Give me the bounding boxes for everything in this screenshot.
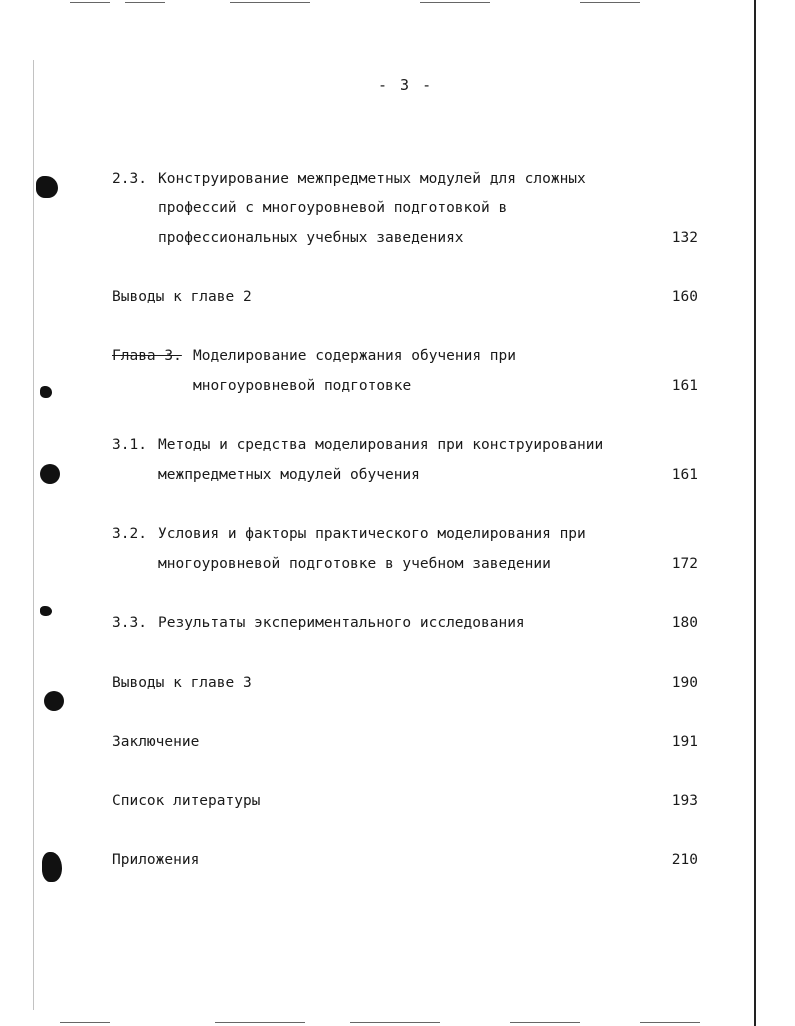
toc-entry-page: 191 <box>671 734 698 750</box>
toc-entry-page: 193 <box>671 793 698 809</box>
toc-entry-title: Список литературы <box>112 793 261 809</box>
toc-entry-title: многоуровневой подготовке в учебном заведении <box>158 556 551 572</box>
toc-entry-page: 132 <box>671 230 698 246</box>
binding-hole-mark <box>40 606 52 616</box>
toc-entry-number: Глава 3. <box>112 348 182 364</box>
bottom-scan-line <box>350 1022 440 1023</box>
bottom-scan-line <box>510 1022 580 1023</box>
toc-entry-number: 3.2. <box>112 526 147 542</box>
toc-entry-page: 190 <box>671 675 698 691</box>
toc-entry-page: 210 <box>671 852 698 868</box>
toc-entry-page: 161 <box>671 467 698 483</box>
page-left-edge <box>33 60 34 1010</box>
binding-hole-mark <box>42 852 62 882</box>
bottom-scan-line <box>60 1022 110 1023</box>
toc-entry-title: Моделирование содержания обучения при <box>193 348 517 364</box>
binding-hole <box>40 464 60 484</box>
toc-entry-title: профессиональных учебных заведениях <box>158 230 464 246</box>
top-scan-line <box>125 2 165 3</box>
bottom-scan-line <box>640 1022 700 1023</box>
binding-hole-mark <box>36 176 58 198</box>
toc-entry-number: 2.3. <box>112 171 147 187</box>
toc-entry-title: многоуровневой подготовке <box>193 378 412 394</box>
toc-entry-page: 172 <box>671 556 698 572</box>
top-scan-line <box>70 2 110 3</box>
toc-entry-title: Условия и факторы практического моделирования при <box>158 526 586 542</box>
page-number: - 3 - <box>378 76 434 94</box>
bottom-scan-line <box>215 1022 305 1023</box>
toc-entry-title: Результаты экспериментального исследования <box>158 615 525 631</box>
toc-entry-title: профессий с многоуровневой подготовкой в <box>158 200 508 216</box>
binding-hole <box>44 691 64 711</box>
toc-entry-title: Методы и средства моделирования при конструировании <box>158 437 604 453</box>
toc-entry-title: Конструирование межпредметных модулей для сложных <box>158 171 586 187</box>
top-scan-line <box>580 2 640 3</box>
toc-entry-title: Заключение <box>112 734 200 750</box>
toc-entry-title: Приложения <box>112 852 200 868</box>
toc-entry-page: 180 <box>671 615 698 631</box>
toc-entry-number: 3.1. <box>112 437 147 453</box>
toc-entry-number: 3.3. <box>112 615 147 631</box>
top-scan-line <box>420 2 490 3</box>
toc-entry-title: Выводы к главе 2 <box>112 289 252 305</box>
toc-entry-page: 160 <box>671 289 698 305</box>
toc-entry-page: 161 <box>671 378 698 394</box>
toc-entry-title: межпредметных модулей обучения <box>158 467 420 483</box>
toc-entry-title: Выводы к главе 3 <box>112 675 252 691</box>
binding-hole-mark <box>40 386 52 398</box>
page-right-edge <box>754 0 756 1026</box>
top-scan-line <box>230 2 310 3</box>
